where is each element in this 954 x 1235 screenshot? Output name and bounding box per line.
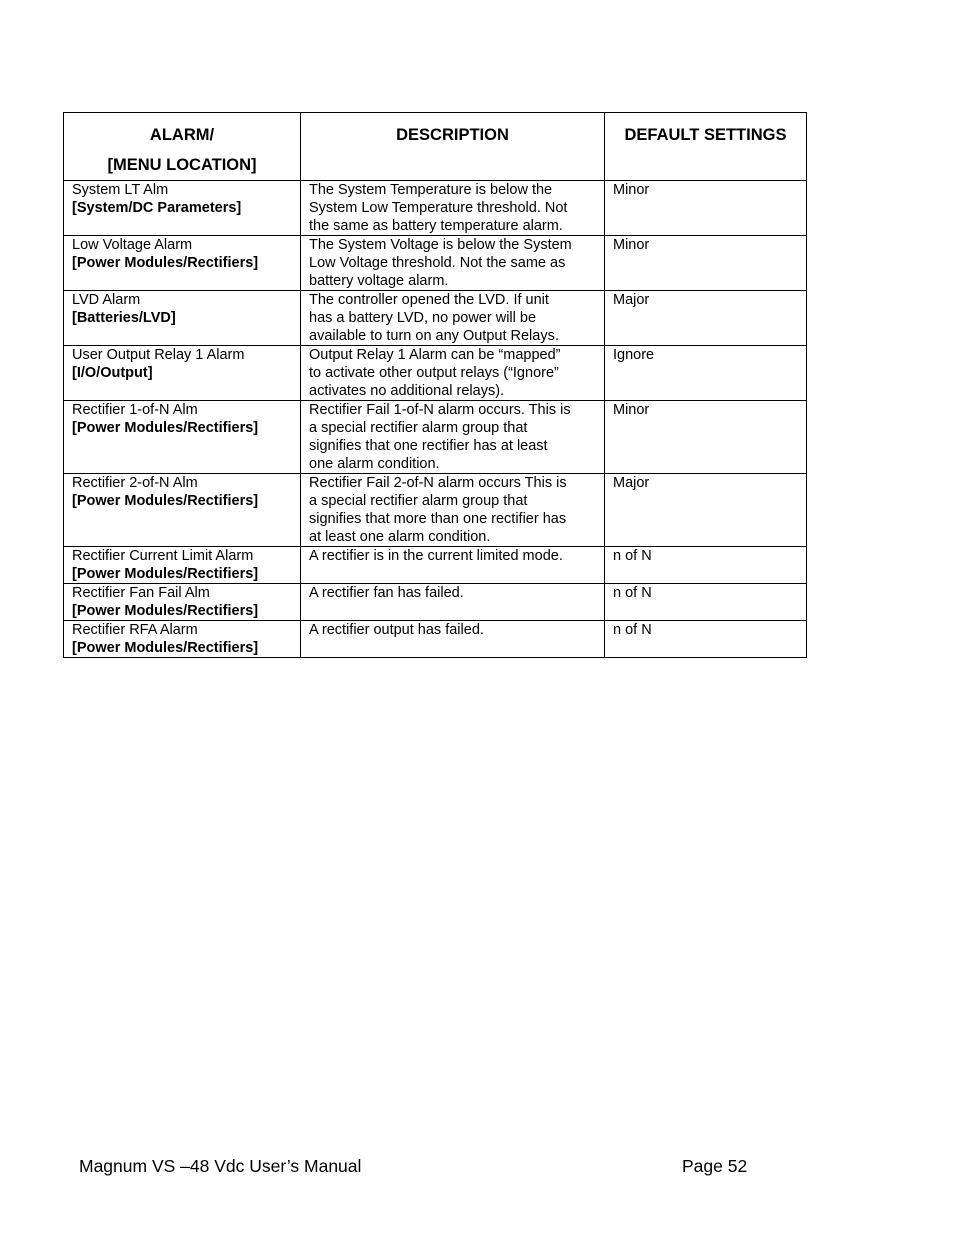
table-body <box>64 181 807 658</box>
description-line: The System Voltage is below the System <box>309 237 572 253</box>
header-alarm-menu-location <box>64 113 301 181</box>
header-row <box>64 113 807 181</box>
menu-location: [System/DC Parameters] <box>72 200 242 216</box>
description-line: signifies that one rectifier has at least <box>309 438 548 454</box>
alarm-name: Rectifier 1-of-N Alm <box>72 402 198 418</box>
description-line: to activate other output relays (“Ignore” <box>309 365 559 381</box>
alarm-cell <box>64 547 301 584</box>
description-line: The System Temperature is below the <box>309 182 553 198</box>
description-line: Rectifier Fail 2-of-N alarm occurs This is <box>309 475 567 491</box>
table-row <box>64 236 807 291</box>
menu-location: [Batteries/LVD] <box>72 310 176 326</box>
table-row <box>64 291 807 346</box>
description-line: Low Voltage threshold. Not the same as <box>309 255 566 271</box>
default-setting-cell: n of N <box>605 584 807 621</box>
alarm-cell <box>64 181 301 236</box>
default-setting-cell: Ignore <box>605 346 807 401</box>
alarm-cell <box>64 236 301 291</box>
description-line: available to turn on any Output Relays. <box>309 328 559 344</box>
description-cell <box>301 401 605 474</box>
default-setting-cell: Major <box>605 291 807 346</box>
header-description: DESCRIPTION <box>301 113 605 181</box>
description-line: The controller opened the LVD. If unit <box>309 292 549 308</box>
description-line: one alarm condition. <box>309 456 440 472</box>
description-cell <box>301 291 605 346</box>
alarm-name: LVD Alarm <box>72 292 141 308</box>
table-header <box>64 113 807 181</box>
alarm-name: User Output Relay 1 Alarm <box>72 347 245 363</box>
description-line: signifies that more than one rectifier has <box>309 511 567 527</box>
description-line: battery voltage alarm. <box>309 273 449 289</box>
alarm-cell <box>64 346 301 401</box>
alarm-cell <box>64 291 301 346</box>
table-row <box>64 401 807 474</box>
menu-location: [Power Modules/Rectifiers] <box>72 255 259 271</box>
alarm-name: Low Voltage Alarm <box>72 237 193 253</box>
alarm-cell <box>64 474 301 547</box>
header-default-settings: DEFAULT SETTINGS <box>605 113 807 181</box>
description-cell <box>301 474 605 547</box>
default-setting-cell: Major <box>605 474 807 547</box>
menu-location: [Power Modules/Rectifiers] <box>72 493 259 509</box>
footer-manual-title: Magnum VS –48 Vdc User’s Manual <box>79 1156 362 1176</box>
description-line: at least one alarm condition. <box>309 529 491 545</box>
table-row <box>64 621 807 658</box>
table-row <box>64 547 807 584</box>
alarm-settings-table <box>63 112 807 658</box>
description-line: Output Relay 1 Alarm can be “mapped” <box>309 347 561 363</box>
menu-location: [Power Modules/Rectifiers] <box>72 603 259 619</box>
description-cell <box>301 181 605 236</box>
description-line: the same as battery temperature alarm. <box>309 218 563 234</box>
description-line: A rectifier is in the current limited mode. <box>309 548 563 564</box>
description-cell <box>301 621 605 658</box>
description-cell <box>301 346 605 401</box>
alarm-name: Rectifier Current Limit Alarm <box>72 548 254 564</box>
description-line: a special rectifier alarm group that <box>309 493 528 509</box>
description-cell <box>301 236 605 291</box>
description-line: A rectifier output has failed. <box>309 622 484 638</box>
description-line: has a battery LVD, no power will be <box>309 310 537 326</box>
table-row <box>64 584 807 621</box>
header-menu-location-label: [MENU LOCATION] <box>107 156 257 174</box>
alarm-cell <box>64 401 301 474</box>
description-cell <box>301 547 605 584</box>
default-setting-cell: Minor <box>605 236 807 291</box>
description-line: System Low Temperature threshold. Not <box>309 200 568 216</box>
footer-page-number: Page 52 <box>682 1156 748 1176</box>
table-row <box>64 346 807 401</box>
alarm-name: Rectifier 2-of-N Alm <box>72 475 198 491</box>
alarm-name: System LT Alm <box>72 182 169 198</box>
alarm-cell <box>64 584 301 621</box>
default-setting-cell: Minor <box>605 181 807 236</box>
header-alarm-label: ALARM/ <box>149 126 215 144</box>
default-setting-cell: n of N <box>605 547 807 584</box>
menu-location: [Power Modules/Rectifiers] <box>72 420 259 436</box>
default-setting-cell: n of N <box>605 621 807 658</box>
description-cell <box>301 584 605 621</box>
description-line: A rectifier fan has failed. <box>309 585 464 601</box>
description-line: activates no additional relays). <box>309 383 505 399</box>
description-line: Rectifier Fail 1-of-N alarm occurs. This is <box>309 402 571 418</box>
menu-location: [Power Modules/Rectifiers] <box>72 566 259 582</box>
table-row <box>64 474 807 547</box>
description-line: a special rectifier alarm group that <box>309 420 528 436</box>
alarm-name: Rectifier Fan Fail Alm <box>72 585 210 601</box>
table-row <box>64 181 807 236</box>
menu-location: [Power Modules/Rectifiers] <box>72 640 259 656</box>
default-setting-cell: Minor <box>605 401 807 474</box>
menu-location: [I/O/Output] <box>72 365 153 381</box>
alarm-cell <box>64 621 301 658</box>
alarm-name: Rectifier RFA Alarm <box>72 622 198 638</box>
